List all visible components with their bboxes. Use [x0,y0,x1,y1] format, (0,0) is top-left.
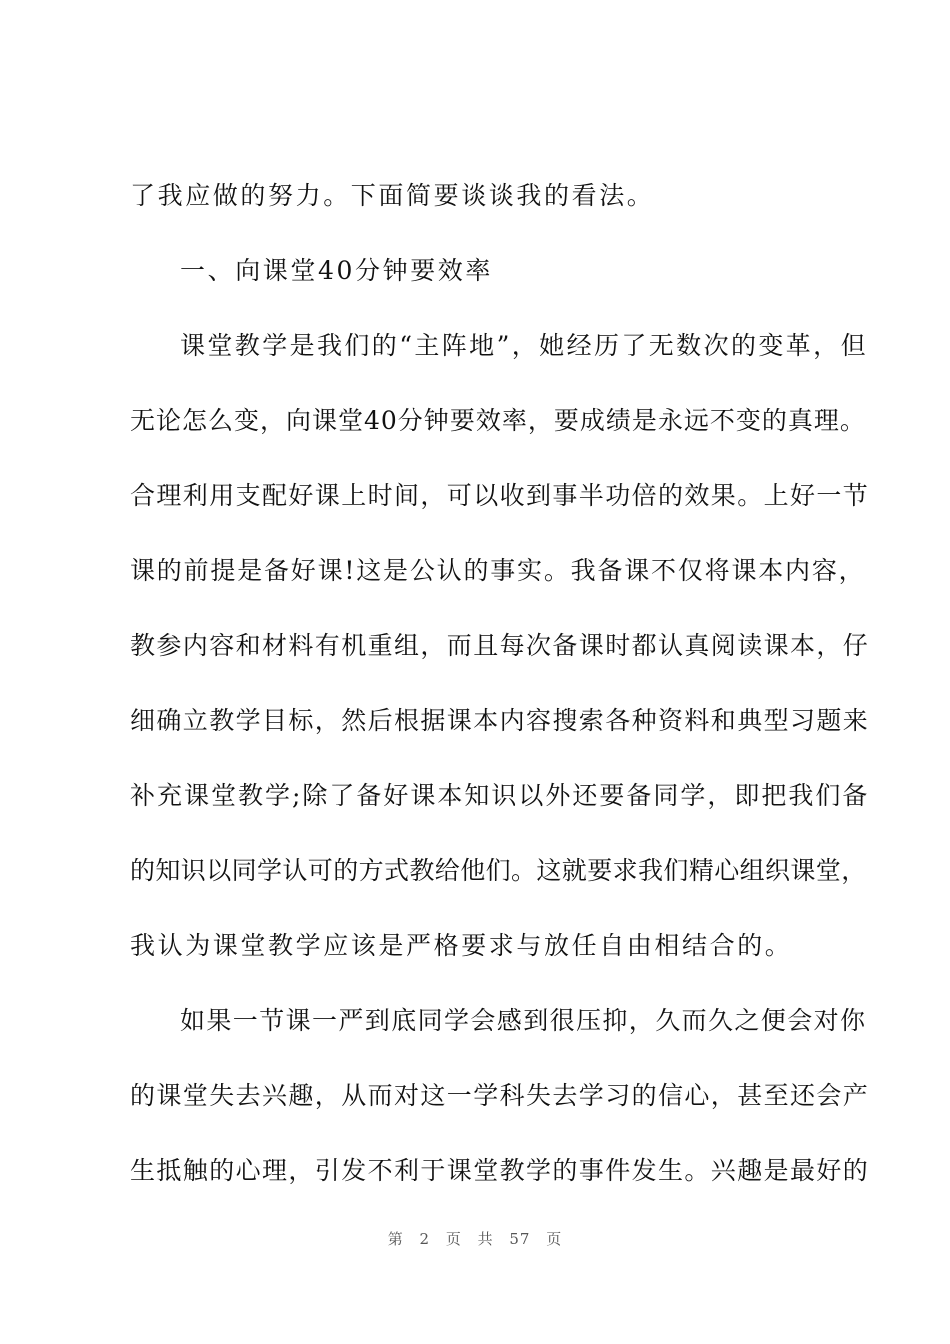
paragraph-line: 的知识以同学认可的方式教给他们。这就要求我们精心组织课堂， [130,856,867,885]
paragraph-line: 生抵触的心理，引发不利于课堂教学的事件发生。兴趣是最好的 [130,1156,870,1185]
section-heading: 一、向课堂40分钟要效率 [180,256,494,285]
paragraph-line: 了我应做的努力。下面简要谈谈我的看法。 [130,181,655,210]
paragraph-line: 课堂教学是我们的“主阵地”，她经历了无数次的变革，但 [180,331,868,360]
paragraph-line: 我认为课堂教学应该是严格要求与放任自由相结合的。 [130,931,793,960]
paragraph-line: 合理利用支配好课上时间，可以收到事半功倍的效果。上好一节 [130,481,870,510]
paragraph-line: 如果一节课一严到底同学会感到很压抑，久而久之便会对你 [180,1006,867,1035]
paragraph-line: 的课堂失去兴趣，从而对这一学科失去学习的信心，甚至还会产 [130,1081,870,1110]
paragraph-line: 课的前提是备好课!这是公认的事实。我备课不仅将课本内容， [130,556,866,585]
paragraph-line: 补充课堂教学;除了备好课本知识以外还要备同学，即把我们备 [130,781,870,810]
page-number-footer: 第 2 页 共 57 页 [387,1230,563,1248]
paragraph-line: 细确立教学目标，然后根据课本内容搜索各种资料和典型习题来 [130,706,870,735]
paragraph-line: 教参内容和材料有机重组，而且每次备课时都认真阅读课本，仔 [130,631,870,660]
paragraph-line: 无论怎么变，向课堂40分钟要效率，要成绩是永远不变的真理。 [130,406,866,435]
